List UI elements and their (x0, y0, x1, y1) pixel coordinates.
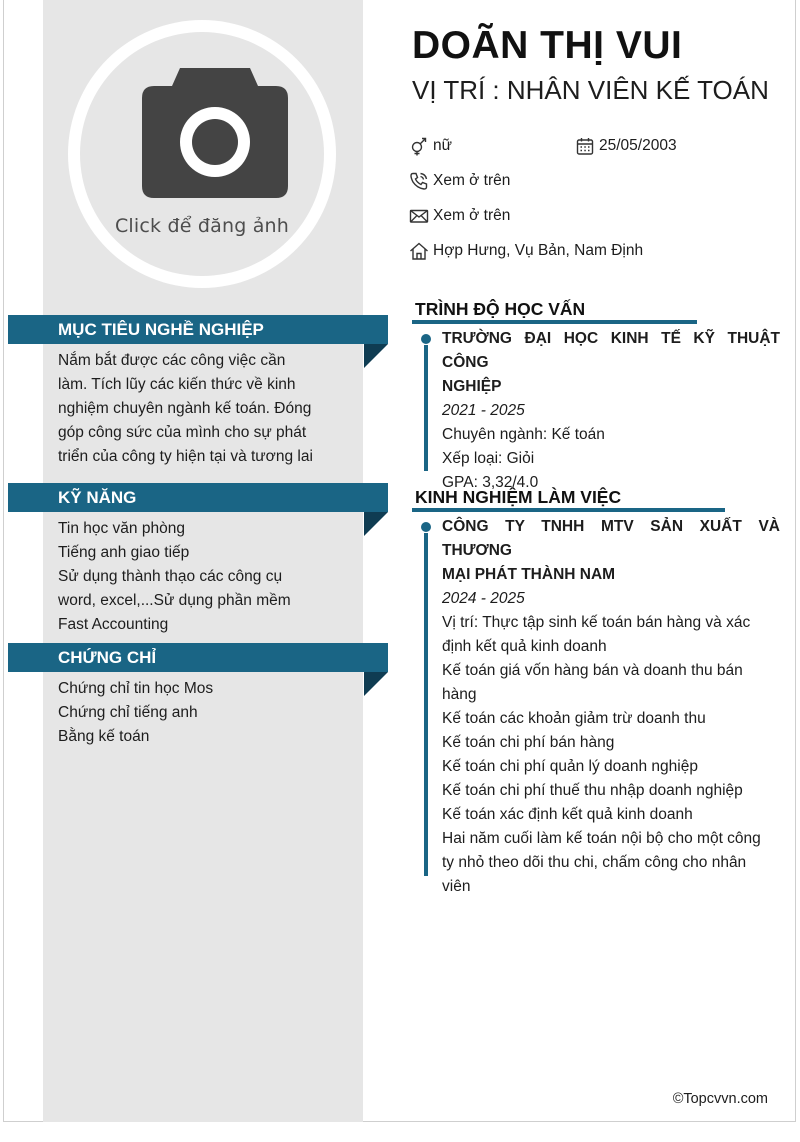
certificate-item: Chứng chỉ tiếng anh (58, 704, 198, 721)
ribbon-fold-decoration (364, 512, 388, 536)
gender-icon (409, 136, 429, 156)
objective-title: MỤC TIÊU NGHỀ NGHIỆP (58, 320, 264, 339)
experience-detail: Vị trí: Thực tập sinh kế toán bán hàng và xác (442, 614, 751, 631)
experience-detail: Kế toán xác định kết quả kinh doanh (442, 806, 693, 823)
experience-detail: ty nhỏ theo dõi thu chi, chấm công cho nhân (442, 854, 747, 871)
skill-item: Fast Accounting (58, 616, 169, 633)
birthdate-value: 25/05/2003 (599, 137, 677, 154)
skills-text (58, 517, 320, 637)
education-detail: Chuyên ngành: Kế toán (442, 426, 605, 443)
home-icon (409, 241, 429, 261)
experience-detail: Hai năm cuối làm kế toán nội bộ cho một công (442, 830, 761, 847)
experience-timeline (424, 533, 428, 876)
avatar-circle[interactable] (80, 32, 324, 276)
certificate-item: Chứng chỉ tin học Mos (58, 680, 214, 697)
job-position: VỊ TRÍ : NHÂN VIÊN KẾ TOÁN (412, 75, 769, 105)
gender-value: nữ (433, 137, 452, 154)
education-header (412, 298, 697, 324)
objective-text (58, 349, 320, 469)
skills-header (8, 483, 388, 512)
experience-detail: Kế toán chi phí bán hàng (442, 734, 615, 751)
experience-detail: Kế toán chi phí thuế thu nhập doanh nghiệp (442, 782, 743, 799)
education-period: 2021 - 2025 (442, 402, 525, 419)
full-name: DOÃN THỊ VUI (412, 24, 683, 67)
address-info (409, 241, 643, 261)
experience-bullet (421, 522, 431, 532)
ribbon-fold-decoration (364, 344, 388, 368)
experience-detail: Kế toán chi phí quản lý doanh nghiệp (442, 758, 698, 775)
objective-line: nghiệm chuyên ngành kế toán. Đóng (58, 400, 312, 417)
birthdate-info (575, 136, 677, 156)
experience-detail: Kế toán các khoản giảm trừ doanh thu (442, 710, 706, 727)
envelope-icon (409, 206, 429, 226)
school-name-line: NGHIỆP (442, 378, 502, 395)
experience-detail: Kế toán giá vốn hàng bán và doanh thu bán (442, 662, 743, 679)
education-entry (442, 327, 780, 495)
objective-header (8, 315, 388, 344)
education-detail: GPA: 3,32/4.0 (442, 474, 539, 491)
experience-entry (442, 515, 780, 899)
objective-line: triển của công ty hiện tại và tương lai (58, 448, 313, 465)
phone-value: Xem ở trên (433, 172, 511, 189)
experience-title: KINH NGHIỆM LÀM VIỆC (415, 487, 622, 507)
email-info (409, 206, 510, 226)
skill-item: Sử dụng thành thạo các công cụ (58, 568, 283, 585)
education-title: TRÌNH ĐỘ HỌC VẤN (415, 299, 586, 319)
address-value: Hợp Hưng, Vụ Bản, Nam Định (433, 242, 644, 259)
experience-header (412, 486, 725, 512)
certificate-item: Bằng kế toán (58, 728, 150, 745)
company-name-line: MẠI PHÁT THÀNH NAM (442, 566, 616, 583)
certificates-header (8, 643, 388, 672)
phone-info (409, 171, 510, 191)
objective-line: Nắm bắt được các công việc cần (58, 352, 286, 369)
objective-line: làm. Tích lũy các kiến thức về kinh (58, 376, 296, 393)
company-name-line: CÔNG TY TNHH MTV SẢN XUẤT VÀ THƯƠNG (442, 518, 780, 559)
experience-detail: viên (442, 878, 471, 895)
skill-item: word, excel,...Sử dụng phần mềm (58, 592, 291, 609)
school-name-line: TRƯỜNG ĐẠI HỌC KINH TẾ KỸ THUẬT CÔNG (442, 330, 780, 371)
experience-detail: định kết quả kinh doanh (442, 638, 607, 655)
gender-info (409, 136, 452, 156)
email-value: Xem ở trên (433, 207, 511, 224)
avatar-upload-label[interactable]: Click để đăng ảnh (114, 215, 290, 237)
footer-copyright: ©Topcvvn.com (672, 1091, 768, 1107)
objective-line: góp công sức của mình cho sự phát (58, 424, 307, 441)
cv-page (3, 0, 796, 1122)
education-timeline (424, 345, 428, 471)
certificates-text (58, 677, 320, 749)
experience-period: 2024 - 2025 (442, 590, 525, 607)
education-bullet (421, 334, 431, 344)
avatar-upload[interactable] (68, 20, 336, 288)
skills-title: KỸ NĂNG (58, 488, 137, 507)
skill-item: Tiếng anh giao tiếp (58, 544, 190, 561)
education-detail: Xếp loại: Giỏi (442, 450, 535, 467)
phone-icon (409, 171, 429, 191)
ribbon-fold-decoration (364, 672, 388, 696)
camera-icon (140, 68, 290, 200)
certificates-title: CHỨNG CHỈ (58, 648, 157, 667)
experience-detail: hàng (442, 686, 477, 703)
skill-item: Tin học văn phòng (58, 520, 185, 537)
experience-details (442, 611, 780, 899)
calendar-icon (575, 136, 595, 156)
